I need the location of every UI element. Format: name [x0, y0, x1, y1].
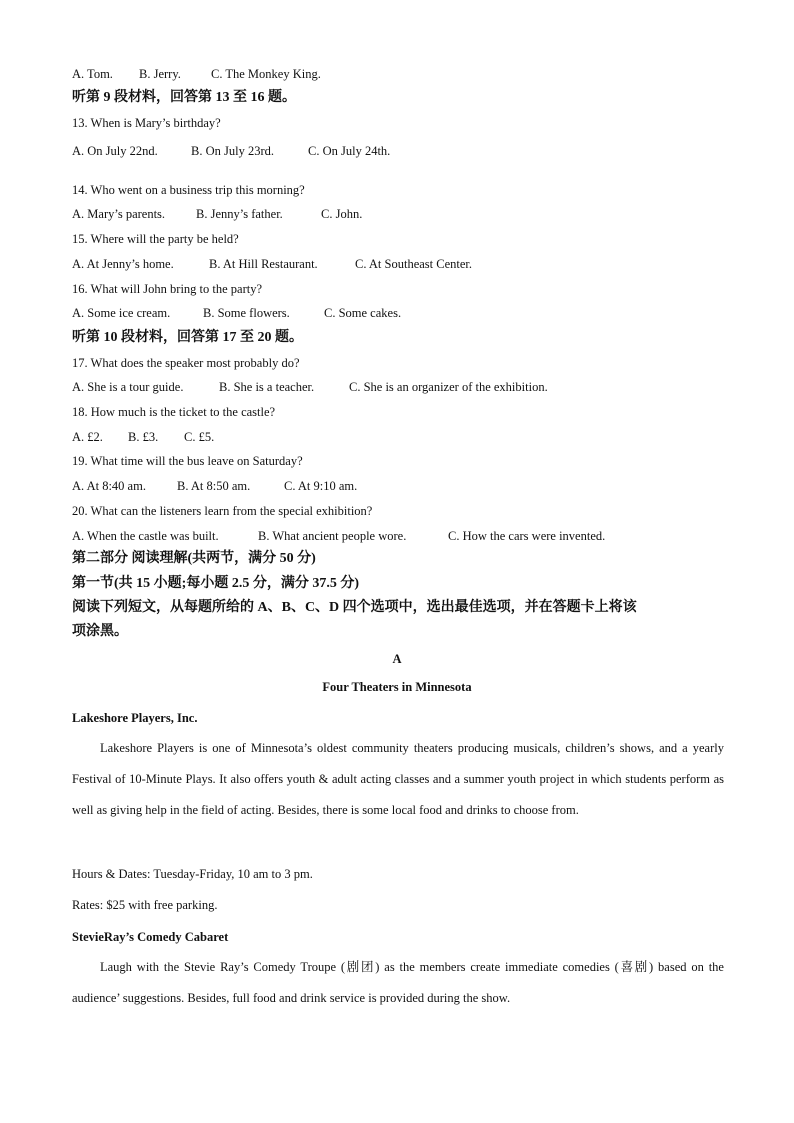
q20-option-c: C. How the cars were invented.: [448, 529, 606, 543]
q17-option-b: B. She is a teacher.: [219, 380, 315, 394]
q20-option-b: B. What ancient people wore.: [258, 529, 407, 543]
q14-option-a: A. Mary’s parents.: [72, 207, 166, 221]
q17-question: 17. What does the speaker most probably do?: [72, 356, 300, 370]
q18-option-a: A. £2.: [72, 430, 103, 444]
q18-option-c: C. £5.: [184, 430, 215, 444]
q20-options: [72, 528, 605, 544]
q19-question: 19. What time will the bus leave on Saturday?: [72, 454, 303, 468]
section10-heading: 听第 10 段材料，回答第 17 至 20 题。: [72, 330, 303, 345]
q15-option-b: B. At Hill Restaurant.: [209, 257, 318, 271]
q19-option-a: A. At 8:40 am.: [72, 479, 146, 493]
q13-option-c: C. On July 24th.: [308, 144, 391, 158]
q12-option-c: C. The Monkey King.: [211, 67, 321, 81]
q16-option-b: B. Some flowers.: [203, 306, 290, 320]
q15-options: [72, 256, 472, 272]
q18-options: [72, 429, 214, 445]
q16-option-a: A. Some ice cream.: [72, 306, 171, 320]
q19-option-b: B. At 8:50 am.: [177, 479, 251, 493]
theater1-name: Lakeshore Players, Inc.: [72, 711, 198, 725]
q15-question: 15. Where will the party be held?: [72, 232, 239, 246]
q20-question: 20. What can the listeners learn from the special exhibition?: [72, 504, 373, 518]
q14-question: 14. Who went on a business trip this morning?: [72, 183, 305, 197]
theater1-description: Lakeshore Players is one of Minnesota’s oldest community theaters producing musicals, children’s shows, and a yearly Festival of 10-Minute Plays. It also offers youth & adult acting classes and a summer youth project in which students perform as well as giving help in the field of acting. Besides, there is some local food and drinks to choose from.: [72, 741, 724, 817]
q17-option-a: A. She is a tour guide.: [72, 380, 184, 394]
instructions-line1: 阅读下列短文，从每题所给的 A、B、C、D 四个选项中，选出最佳选项，并在答题卡上将该: [72, 600, 637, 615]
q14-options: [72, 206, 362, 222]
q17-options: [72, 379, 548, 395]
q19-options: [72, 478, 357, 494]
q16-option-c: C. Some cakes.: [324, 306, 402, 320]
q13-question: 13. When is Mary’s birthday?: [72, 116, 221, 130]
q19-option-c: C. At 9:10 am.: [284, 479, 358, 493]
passage-letter: A: [392, 652, 402, 666]
q12-option-b: B. Jerry.: [139, 67, 181, 81]
q15-option-c: C. At Southeast Center.: [355, 257, 473, 271]
q13-options: [72, 143, 390, 159]
instructions-line2: 项涂黑。: [72, 624, 128, 639]
q20-option-a: A. When the castle was built.: [72, 529, 219, 543]
passage-title: Four Theaters in Minnesota: [322, 680, 472, 694]
q14-option-c: C. John.: [321, 207, 363, 221]
q12-options: [72, 66, 321, 82]
q12-option-a: A. Tom.: [72, 67, 113, 81]
theater1-rates: Rates: $25 with free parking.: [72, 898, 218, 912]
section1-heading: 第一节(共 15 小题;每小题 2.5 分，满分 37.5 分): [72, 576, 359, 591]
q14-option-b: B. Jenny’s father.: [196, 207, 283, 221]
q15-option-a: A. At Jenny’s home.: [72, 257, 174, 271]
theater1-hours: Hours & Dates: Tuesday-Friday, 10 am to 3 pm.: [72, 867, 313, 881]
q18-question: 18. How much is the ticket to the castle?: [72, 405, 276, 419]
theater2-description: Laugh with the Stevie Ray’s Comedy Troupe (剧团) as the members create immediate comedies (喜剧) based on the audience’ suggestions. Besides, full food and drink service is provided during the show.: [72, 960, 724, 1005]
theater2-name: StevieRay’s Comedy Cabaret: [72, 930, 229, 944]
q17-option-c: C. She is an organizer of the exhibition.: [349, 380, 548, 394]
q16-question: 16. What will John bring to the party?: [72, 282, 263, 296]
q18-option-b: B. £3.: [128, 430, 159, 444]
part2-heading: 第二部分 阅读理解(共两节，满分 50 分): [72, 551, 316, 566]
section9-heading: 听第 9 段材料，回答第 13 至 16 题。: [72, 90, 296, 105]
q13-option-a: A. On July 22nd.: [72, 144, 158, 158]
q13-option-b: B. On July 23rd.: [191, 144, 274, 158]
q16-options: [72, 305, 401, 321]
